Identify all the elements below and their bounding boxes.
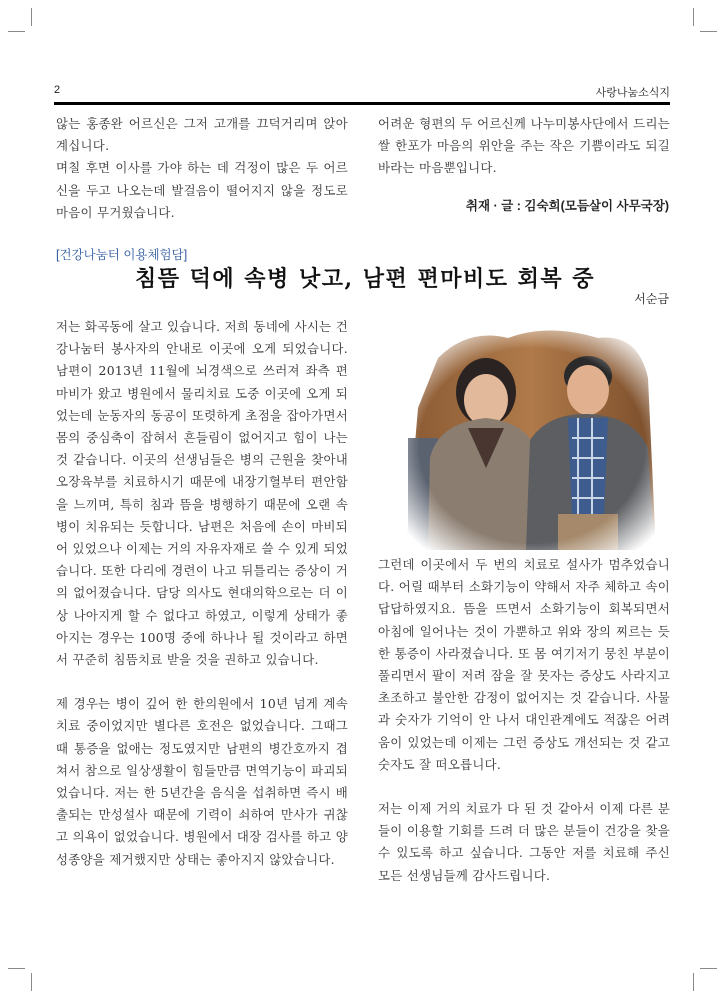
- previous-article-byline: 취재 · 글 : 김숙희(모듬살이 사무국장): [465, 199, 669, 213]
- paragraph-spacer: [378, 776, 670, 798]
- couple-photo-icon: [398, 318, 666, 550]
- header-rule: [54, 102, 670, 105]
- paragraph: 어려운 형편의 두 어르신께 나누미봉사단에서 드리는 쌀 한포가 마음의 위안을 주는 작은 기쁨이라도 되길 바라는 마음뿐입니다.: [378, 116, 670, 176]
- paragraph: 며칠 후면 이사를 가야 하는 데 걱정이 많은 두 어르신을 두고 나오는데 발걸음이 떨어지지 않을 정도로 마음이 무거웠습니다.: [56, 160, 348, 220]
- crop-mark-bottom-left-v: [31, 973, 32, 991]
- paragraph: 않는 홍종완 어르신은 그저 고개를 끄덕거리며 앉아계십니다.: [56, 116, 348, 154]
- previous-article-right-column: [378, 113, 670, 180]
- crop-mark-top-right-v: [693, 8, 694, 26]
- article-photo: [398, 318, 666, 550]
- page-header: [54, 84, 670, 106]
- article-title: 침뜸 덕에 속병 낫고, 남편 편마비도 회복 중: [134, 266, 596, 292]
- paragraph-spacer: [56, 671, 348, 693]
- crop-mark-bottom-right-v: [693, 973, 694, 991]
- paragraph: 저는 화곡동에 살고 있습니다. 저희 동네에 사시는 건강나눔터 봉사자의 안내로 이곳에 오게 되었습니다. 남편이 2013년 11월에 뇌경색으로 쓰러져 좌측 편마비가 왔고 병원에서 물리치료 도중 이곳에 오게 되었는데 눈동자의 동공이 또렷하게 초점을 잡아가면서 몸의 중심축이 잡혀서 흔들림이 없어지고 힘이 나는 것 같습니다. 이곳의 선생님들은 병의 근원을 찾아내 오장육부를 치료하시기 때문에 내장기혈부터 편안함을 느끼며, 특히 침과 뜸을 병행하기 때문에 오랜 속병이 치유되는 듯합니다. 남편은 처음에 손이 마비되어 있었으나 이제는 거의 자유자재로 쓸 수 있게 되었습니다. 또한 다리에 경련이 나고 뒤틀리는 증상이 거의 없어졌습니다. 담당 의사도 현대의학으로는 더 이상 나아지게 할 수 없다고 하였고, 이렇게 상태가 좋아지는 경우는 100명 중에 하나나 될 것이라고 하면서 꾸준히 침뜸치료 받을 것을 권하고 있습니다.: [56, 319, 348, 668]
- paragraph: 그런데 이곳에서 두 번의 치료로 설사가 멈추었습니다. 어릴 때부터 소화기능이 약해서 자주 체하고 속이 답답하였지요. 뜸을 뜨면서 소화기능이 회복되면서 아침에 일어나는 것이 가뿐하고 위와 장의 찌르는 듯한 통증이 사라졌습니다. 또 몸 여기저기 뭉친 부분이 풀리면서 팔이 저려 잠을 잘 못자는 증상도 사라지고 초조하고 불안한 감정이 없어지는 것 같습니다. 사물과 숫자가 기억이 안 나서 대인관계에도 적잖은 어려움이 있었는데 이제는 그런 증상도 개선되는 것 같고 숫자도 잘 떠오릅니다.: [378, 557, 670, 772]
- paragraph: 저는 이제 거의 치료가 다 된 것 같아서 이제 다른 분들이 이용할 기회를 드려 더 많은 분들이 건강을 찾을 수 있도록 하고 싶습니다. 그동안 저를 치료해 주신 모든 선생님들께 감사드립니다.: [378, 801, 670, 883]
- previous-article-left-column: [56, 113, 348, 224]
- magazine-name: 사랑나눔소식지: [595, 87, 670, 99]
- paragraph: 제 경우는 병이 깊어 한 한의원에서 10년 넘게 계속 치료 중이었지만 별다른 호전은 없었습니다. 그때그때 통증을 없애는 정도였지만 남편의 병간호까지 겹쳐서 참으로 일상생활이 힘들만큼 면역기능이 파괴되었습니다. 저는 한 5년간을 음식을 섭취하면 즉시 배출되는 만성설사 때문에 기력이 쇠하여 만사가 귀찮고 의욕이 없었습니다. 병원에서 대장 검사를 하고 양성종양을 제거했지만 상태는 좋아지지 않았습니다.: [56, 696, 348, 867]
- article-right-column: [378, 554, 670, 887]
- article-author: 서순금: [634, 292, 669, 306]
- crop-mark-bottom-right-h: [700, 968, 717, 969]
- crop-mark-top-left-v: [31, 8, 32, 26]
- crop-mark-bottom-left-h: [8, 968, 25, 969]
- crop-mark-top-left-h: [8, 31, 25, 32]
- crop-mark-top-right-h: [700, 31, 717, 32]
- page-number: 2: [54, 84, 61, 96]
- section-tag: [건강나눔터 이용체험담]: [56, 248, 188, 262]
- article-left-column: [56, 316, 348, 871]
